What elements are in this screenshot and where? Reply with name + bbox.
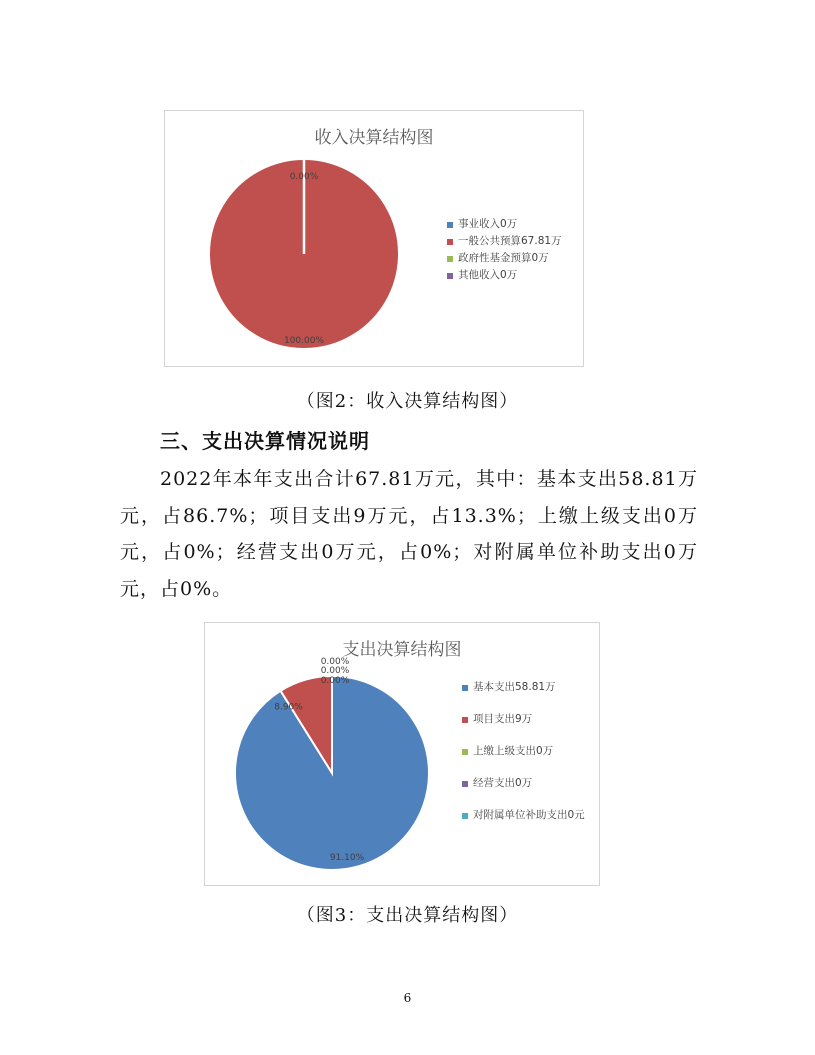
expense-chart: [204, 622, 600, 886]
income-legend-item: [447, 233, 562, 250]
legend-label: 基本支出58.81万: [473, 681, 556, 693]
legend-swatch: [462, 781, 468, 787]
slice-label-zero-c: 0.00%: [320, 676, 350, 686]
legend-swatch: [462, 749, 468, 755]
section-paragraph: 2022年本年支出合计67.81万元，其中：基本支出58.81万元，占86.7%；项目支出9万元，占13.3%；上缴上级支出0万元，占0%；经营支出0万元，占0%；对附属单位补助支出0万元，占0%。: [120, 468, 698, 600]
legend-label: 政府性基金预算0万: [458, 252, 549, 264]
legend-label: 上缴上级支出0万: [473, 745, 554, 757]
legend-swatch: [447, 222, 453, 228]
legend-swatch: [462, 717, 468, 723]
legend-swatch: [447, 273, 453, 279]
expense-chart-title: 支出决算结构图: [342, 640, 462, 660]
legend-swatch: [462, 685, 468, 691]
figure-caption-expense: （图3：支出决算结构图）: [296, 905, 519, 926]
slice-label-basic: 91.10%: [329, 853, 365, 863]
page-number: 6: [403, 991, 412, 1005]
income-chart: [164, 110, 584, 367]
figure-caption-income: （图2：收入决算结构图）: [296, 391, 519, 412]
slice-label-zero: 0.00%: [289, 172, 319, 182]
slice-label-project: 8.90%: [274, 702, 303, 713]
expense-legend-item: [462, 809, 594, 841]
expense-legend-item: [462, 777, 594, 809]
income-legend-item: [447, 250, 562, 267]
income-chart-title: 收入决算结构图: [314, 128, 434, 148]
expense-legend-item: [462, 745, 594, 777]
legend-label: 一般公共预算67.81万: [458, 235, 562, 247]
legend-swatch: [447, 256, 453, 262]
income-legend-item: [447, 216, 562, 233]
legend-label: 其他收入0万: [458, 269, 518, 281]
expense-legend: [462, 681, 594, 841]
income-legend-item: [447, 267, 562, 284]
section-heading: 三、支出决算情况说明: [160, 429, 370, 453]
slice-label-zero-b: 0.00%: [320, 666, 350, 676]
legend-label: 经营支出0万: [473, 777, 533, 789]
legend-label: 对附属单位补助支出0元: [473, 809, 585, 821]
slice-label-zero-a: 0.00%: [320, 657, 350, 667]
expense-legend-item: [462, 713, 594, 745]
expense-legend-item: [462, 681, 594, 713]
legend-swatch: [447, 239, 453, 245]
income-legend: [447, 216, 562, 284]
slice-label-main: 100.00%: [283, 336, 325, 346]
legend-swatch: [462, 813, 468, 819]
legend-label: 事业收入0万: [458, 218, 518, 230]
legend-label: 项目支出9万: [473, 713, 533, 725]
